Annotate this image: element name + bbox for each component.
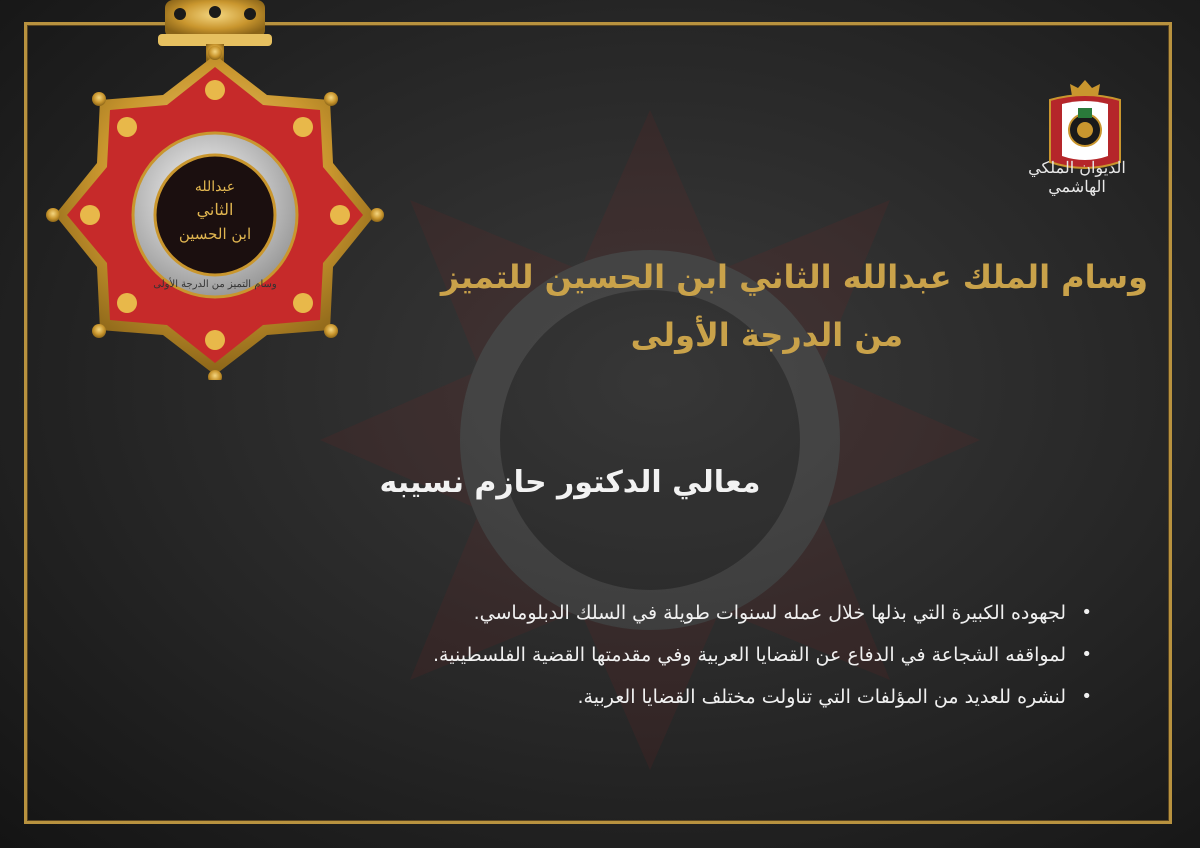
award-title-line1: وسام الملك عبدالله الثاني ابن الحسين للتميز (440, 258, 1148, 296)
medal-text-1: عبدالله (194, 179, 236, 195)
medal-text-2: الثاني (196, 200, 234, 219)
medal-image (30, 0, 430, 380)
recipient-name: معالي الدكتور حازم نسيبه (379, 465, 761, 500)
medal-ring-text: وسام التميز من الدرجة الأولى (153, 279, 277, 290)
reason-item: • لنشره للعديد من المؤلفات التي تناولت مختلف القضايا العربية. (433, 676, 1092, 718)
award-title (441, 248, 1148, 364)
reasons-list (433, 592, 1092, 718)
reason-item: • لجهوده الكبيرة التي بذلها خلال عمله لسنوات طويلة في السلك الدبلوماسي. (433, 592, 1092, 634)
royal-hashemite-court-caption: الديوان الملكي الهاشمي (1028, 158, 1126, 196)
reason-item: • لمواقفه الشجاعة في الدفاع عن القضايا العربية وفي مقدمتها القضية الفلسطينية. (433, 634, 1092, 676)
award-title-line2: من الدرجة الأولى (630, 316, 903, 354)
medal-text-3: ابن الحسين (178, 225, 252, 243)
